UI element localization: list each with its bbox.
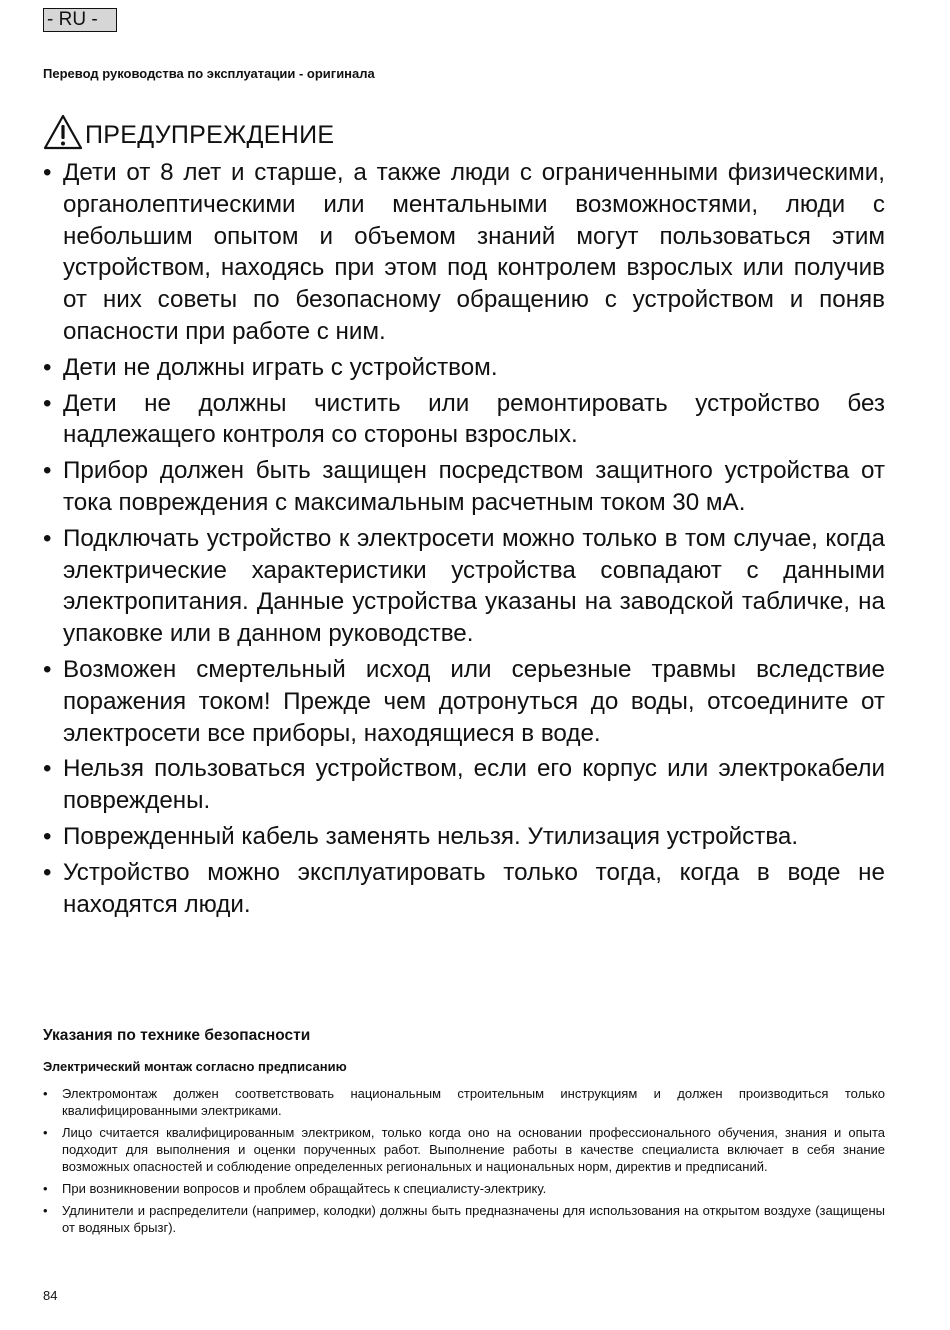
warning-item <box>43 857 885 921</box>
bullet-icon: • <box>43 389 52 417</box>
warning-item-text: Дети не должны чистить или ремонтировать устройство без надлежащего контроля со стороны взрослых. <box>63 389 885 449</box>
safety-heading: Указания по технике безопасности <box>43 1027 311 1044</box>
warning-list <box>43 157 885 924</box>
safety-item-text: Удлинители и распределители (например, колодки) должны быть предназначены для использования на открытом воздухе (защищены от водяных брызг). <box>62 1203 885 1235</box>
warning-item-text: Дети не должны играть с устройством. <box>63 353 498 381</box>
safety-item <box>43 1085 885 1119</box>
bullet-icon: • <box>43 755 52 783</box>
warning-item-text: Прибор должен быть защищен посредством защитного устройства от тока повреждения с максимальным расчетным током 30 мА. <box>63 457 885 516</box>
warning-triangle-icon <box>43 114 83 150</box>
safety-item-text: При возникновении вопросов и проблем обращайтесь к специалисту-электрику. <box>62 1181 547 1196</box>
bullet-icon: • <box>43 822 52 850</box>
safety-item <box>43 1180 885 1197</box>
bullet-icon: • <box>43 524 52 552</box>
bullet-icon: • <box>43 655 52 683</box>
warning-item-text: Нельзя пользоваться устройством, если его корпус или электрокабели повреждены. <box>63 755 885 815</box>
warning-item <box>43 388 885 452</box>
warning-item <box>43 157 885 348</box>
safety-item <box>43 1202 885 1236</box>
warning-title: ПРЕДУПРЕЖДЕНИЕ <box>85 120 335 149</box>
warning-item-text: Устройство можно эксплуатировать только тогда, когда в воде не находятся люди. <box>63 858 885 918</box>
warning-item-text: Возможен смертельный исход или серьезные травмы вследствие поражения током! Прежде чем дотронуться до воды, отсоедините от электросети все приборы, находящиеся в воде. <box>63 655 885 747</box>
warning-item <box>43 753 885 817</box>
safety-item <box>43 1124 885 1175</box>
page-number: 84 <box>43 1288 58 1303</box>
bullet-icon: • <box>43 457 52 485</box>
safety-item-text: Электромонтаж должен соответствовать национальным строительным инструкциям и должен производиться только квалифицированными электриками. <box>62 1086 885 1118</box>
warning-item <box>43 523 885 650</box>
warning-item <box>43 654 885 749</box>
bullet-icon: • <box>43 858 52 886</box>
warning-heading <box>43 112 334 152</box>
warning-item-text: Подключать устройство к электросети можно только в том случае, когда электрические характеристики устройства совпадают с данными электропитания. Данные устройства указаны на заводской табличке, на упаковке или в данном руководстве. <box>63 524 885 648</box>
document-subtitle: Перевод руководства по эксплуатации - оригинала <box>43 66 375 81</box>
electrical-installation-subheading: Электрический монтаж согласно предписанию <box>43 1059 347 1074</box>
bullet-icon: • <box>43 353 52 381</box>
warning-item <box>43 352 885 384</box>
bullet-icon: • <box>43 1086 48 1101</box>
warning-item <box>43 821 885 853</box>
language-tag: - RU - <box>43 8 117 32</box>
bullet-icon: • <box>43 1203 48 1218</box>
safety-list <box>43 1085 885 1241</box>
bullet-icon: • <box>43 159 52 186</box>
bullet-icon: • <box>43 1125 48 1140</box>
warning-item-text: Поврежденный кабель заменять нельзя. Утилизация устройства. <box>63 822 799 850</box>
warning-item-text: Дети от 8 лет и старше, а также люди с ограниченными физическими, органолептическими или ментальными возможностями, люди с небольшим опытом и объемом знаний могут пользоваться этим устройством, находясь при этом под контролем взрослых или получив от них советы по безопасному обращению с устройством и поняв опасности при работе с ним. <box>63 159 885 345</box>
warning-item <box>43 455 885 519</box>
bullet-icon: • <box>43 1181 48 1196</box>
safety-item-text: Лицо считается квалифицированным электриком, только когда оно на основании профессионального обучения, знания и опыта подходит для выполнения и оценки порученных работ. Выполнение работы в качестве специалиста включает в себя знание возможных опасностей и соблюдение определенных региональных и национальных норм, директив и предписаний. <box>62 1125 885 1174</box>
